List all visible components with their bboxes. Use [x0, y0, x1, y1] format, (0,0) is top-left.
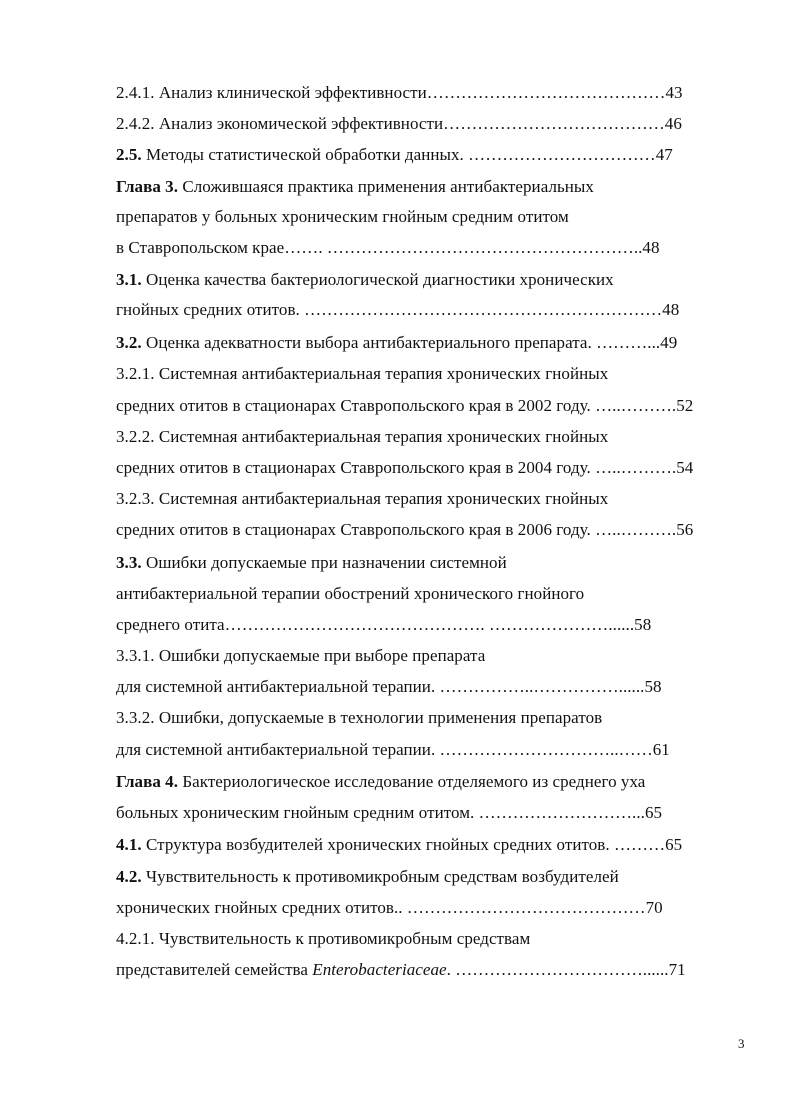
toc-line: 2.4.1. Анализ клинической эффективности……………………………………43 — [116, 83, 683, 102]
toc-line: представителей семейства Enterobacteriaceae. ……………………………......71 — [116, 960, 686, 979]
toc-line: 3.3. Ошибки допускаемые при назначении системной — [116, 553, 507, 572]
toc-line: в Ставропольском крае……. ………………………………………………..48 — [116, 238, 660, 257]
toc-line: средних отитов в стационарах Ставропольского края в 2004 году. …..……….54 — [116, 458, 694, 477]
toc-line: 4.2. Чувствительность к противомикробным средствам возбудителей — [116, 867, 619, 886]
toc-line: 4.1. Структура возбудителей хронических гнойных средних отитов. ………65 — [116, 835, 683, 854]
toc-line: 4.2.1. Чувствительность к противомикробным средствам — [116, 929, 531, 948]
toc-line: антибактериальной терапии обострений хронического гнойного — [116, 584, 585, 603]
toc-line: 3.2.2. Системная антибактериальная терапия хронических гнойных — [116, 427, 609, 446]
toc-line: 3.2. Оценка адекватности выбора антибактериального препарата. ………...49 — [116, 333, 678, 352]
toc-line: 3.3.1. Ошибки допускаемые при выборе препарата — [116, 646, 486, 665]
toc-line: препаратов у больных хроническим гнойным средним отитом — [116, 207, 569, 226]
toc-line: 2.4.2. Анализ экономической эффективности…………………………………46 — [116, 114, 682, 133]
toc-line: Глава 4. Бактериологическое исследование отделяемого из среднего уха — [116, 772, 646, 791]
toc-line: 3.3.2. Ошибки, допускаемые в технологии применения препаратов — [116, 708, 603, 727]
toc-line: для системной антибактериальной терапии. …………………………..……61 — [116, 740, 670, 759]
toc-line: 3.1. Оценка качества бактериологической диагностики хронических — [116, 270, 614, 289]
toc-line: средних отитов в стационарах Ставропольского края в 2006 году. …..……….56 — [116, 520, 694, 539]
toc-line: хронических гнойных средних отитов.. ……………………………………70 — [116, 898, 663, 917]
toc-line: 2.5. Методы статистической обработки данных. ……………………………47 — [116, 145, 673, 164]
toc-line: для системной антибактериальной терапии. ……………..……………......58 — [116, 677, 662, 696]
toc-line: 3.2.1. Системная антибактериальная терапия хронических гнойных — [116, 364, 609, 383]
toc-line: больных хроническим гнойным средним отитом. ………………………...65 — [116, 803, 663, 822]
toc-line: 3.2.3. Системная антибактериальная терапия хронических гнойных — [116, 489, 609, 508]
page-number: 3 — [738, 1036, 745, 1051]
toc-line: средних отитов в стационарах Ставропольского края в 2002 году. …..……….52 — [116, 396, 694, 415]
toc-line: гнойных средних отитов. ………………………………………………………48 — [116, 300, 680, 319]
toc-line: среднего отита………………………………………. …………………......58 — [116, 615, 652, 634]
toc-line: Глава 3. Сложившаяся практика применения антибактериальных — [116, 177, 594, 196]
